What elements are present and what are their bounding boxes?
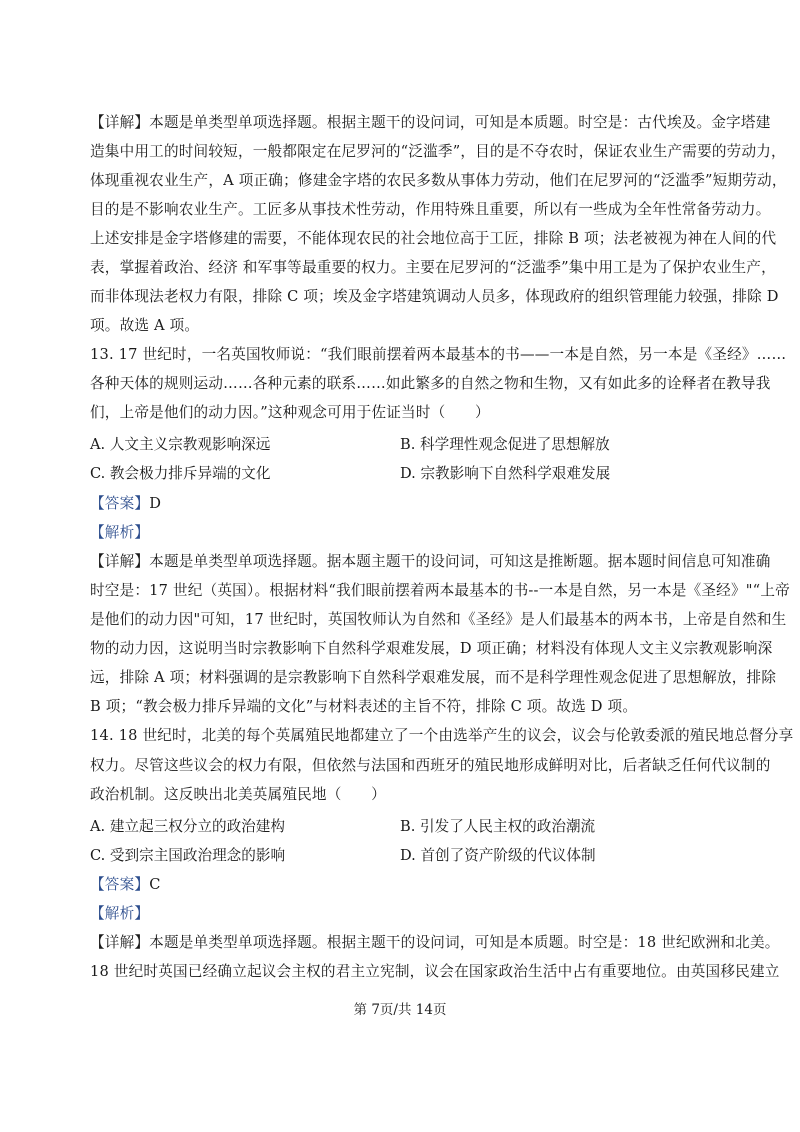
question-14-options-row-2 [90,845,712,867]
explanation-12-line-1: 【详解】本题是单类型单项选择题。根据主题干的设问词，可知是本质题。时空是：古代埃及。金字塔建 [90,114,771,131]
question-13-detail-line-6: B 项；“教会极力排斥异端的文化”与材料表述的主旨不符，排除 C 项。故选 D 项。 [90,698,638,715]
question-13-answer [90,493,712,515]
question-14-detail-line-2: 18 世纪时英国已经确立起议会主权的君主立宪制，议会在国家政治生活中占有重要地位。由英国移民建立 [90,963,780,980]
page-number: 第 7页/共 14页 [353,1002,447,1018]
analysis-label: 【解析】 [90,524,150,541]
question-13-detail-line-2: 时空是：17 世纪（英国）。根据材料“我们眼前摆着两本最基本的书--一本是自然，另一本是《圣经》"“上帝 [90,582,790,599]
explanation-12-line-2: 造集中用工的时间较短，一般都限定在尼罗河的“泛滥季”，目的是不夺农时，保证农业生产需要的劳动力， [90,143,786,160]
question-14-stem-line-3: 政治机制。这反映出北美英属殖民地（ ） [90,786,386,803]
question-13-detail-line-3: 是他们的动力因"可知，17 世纪时，英国牧师认为自然和《圣经》是人们最基本的两本书，上帝是自然和生 [90,611,787,628]
question-13-stem-line-2: 各种天体的规则运动……各种元素的联系……如此繁多的自然之物和生物，又有如此多的诠释者在教导我 [90,375,771,392]
question-13-option-c: C. 教会极力排斥异端的文化 [90,465,271,482]
explanation-12-line-8: 项。故选 A 项。 [90,317,200,334]
question-14-detail-line-1: 【详解】本题是单类型单项选择题。根据主题干的设问词，可知是本质题。时空是：18 世纪欧洲和北美。 [90,934,780,951]
question-13-stem-line-3: 们，上帝是他们的动力因。”这种观念可用于佐证当时（ ） [90,404,490,421]
question-13-options-row-1 [90,434,712,456]
question-13-stem-line-1: 13. 17 世纪时，一名英国牧师说：“我们眼前摆着两本最基本的书——一本是自然，另一本是《圣经》…… [90,346,787,363]
question-14-stem-line-1: 14. 18 世纪时，北美的每个英属殖民地都建立了一个由选举产生的议会，议会与伦敦委派的殖民地总督分享 [90,727,794,744]
answer-value: C [149,876,161,893]
answer-value: D [149,495,162,512]
analysis-label: 【解析】 [90,905,150,922]
explanation-12-line-4: 目的是不影响农业生产。工匠多从事技术性劳动，作用特殊且重要，所以有一些成为全年性常备劳动力。 [90,201,771,218]
question-14-option-b: B. 引发了人民主权的政治潮流 [400,818,596,835]
question-14-answer [90,874,712,896]
question-14-option-a: A. 建立起三权分立的政治建构 [90,818,285,835]
question-13-detail-line-5: 远，排除 A 项；材料强调的是宗教影响下自然科学艰难发展，而不是科学理性观念促进了思想解放，排除 [90,669,777,686]
question-13-options-row-2 [90,463,712,485]
question-13-detail-line-1: 【详解】本题是单类型单项选择题。据本题主题干的设问词，可知这是推断题。据本题时间信息可知准确 [90,553,771,570]
question-14-analysis-label [90,903,712,925]
question-14-stem-line-2: 权力。尽管这些议会的权力有限，但依然与法国和西班牙的殖民地形成鲜明对比，后者缺乏任何代议制的 [90,757,771,774]
answer-label: 【答案】 [90,495,150,512]
explanation-12-line-5: 上述安排是金字塔修建的需要，不能体现农民的社会地位高于工匠，排除 B 项；法老被视为神在人间的代 [90,230,777,247]
question-13-option-d: D. 宗教影响下自然科学艰难发展 [400,465,611,482]
explanation-12-line-3: 体现重视农业生产，A 项正确；修建金字塔的农民多数从事体力劳动，他们在尼罗河的“泛滥季”短期劳动， [90,172,787,189]
answer-label: 【答案】 [90,876,150,893]
question-14-option-c: C. 受到宗主国政治理念的影响 [90,847,286,864]
question-13-option-a: A. 人文主义宗教观影响深远 [90,436,271,453]
explanation-12-line-7: 而非体现法老权力有限，排除 C 项；埃及金字塔建筑调动人员多，体现政府的组织管理能力较强，排除 D [90,288,779,305]
question-14-option-d: D. 首创了资产阶级的代议体制 [400,847,596,864]
question-13-option-b: B. 科学理性观念促进了思想解放 [400,436,610,453]
question-13-detail-line-4: 物的动力因，这说明当时宗教影响下自然科学艰难发展，D 项正确；材料没有体现人文主义宗教观影响深 [90,640,773,657]
question-13-analysis-label [90,522,712,544]
question-14-options-row-1 [90,816,712,838]
explanation-12-line-6: 表，掌握着政治、经济 和军事等最重要的权力。主要在尼罗河的“泛滥季”集中用工是为了保护农业生产， [90,259,776,276]
